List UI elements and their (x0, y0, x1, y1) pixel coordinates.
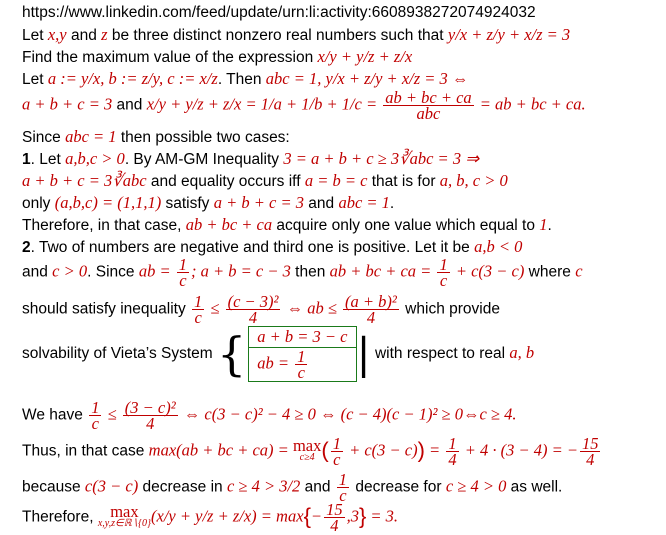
fraction: $\frac{1}{c}$ (439, 255, 448, 290)
fraction: $\frac{1}{c}$ (332, 434, 341, 469)
fraction: $\frac{1}{4}$ (448, 434, 457, 469)
fraction: $\frac{\text{(c − 3)²}}{4}$ (227, 292, 279, 327)
final-answer: Therefore, max x,y,z∈ℝ∖{0} (x/y + y/z + z/x) = max{− $\frac{15}{4}$ ,3} = 3. (22, 500, 399, 535)
source-url: https://www.linkedin.com/feed/update/urn:li:activity:6608938272074924032 (22, 4, 536, 21)
case-one-conclusion: Therefore, in that case, ab + bc + ca acquire only one value which equal to 1. (22, 215, 552, 234)
fraction: $\frac{15}{4}$ (581, 434, 599, 469)
vieta-system-box: a + b = 3 − c ab = $\frac{1}{c}$ (248, 326, 356, 382)
case-one-equality: a + b + c = 3∛abc and equality occurs iff a = b = c that is for a, b, c > 0 (22, 171, 508, 190)
case-two-heading: 2. Two of numbers are negative and third one is positive. Let it be a,b < 0 (22, 237, 523, 256)
problem-statement: Let x,y and z be three distinct nonzero real numbers such that y/x + z/y + x/z = 3 (22, 25, 571, 44)
fraction: $\frac{\text{(3 − c)²}}{4}$ (124, 398, 176, 433)
fraction: $\frac{1}{c}$ (338, 470, 348, 505)
vieta-system-line: solvability of Vieta’s System { a + b = 3 − c ab = $\frac{1}{c}$ | with respect to real a, b (22, 327, 535, 382)
fraction: $\frac{1}{c}$ (297, 347, 306, 382)
cases-intro: Since abc = 1 then possible two cases: (22, 127, 290, 146)
case-two-setup: and c > 0. Since ab = $\frac{1}{c}$ ; a + b = c − 3 then ab + bc + ca = $\frac{1}{c}$ + c(3 − c) where c (22, 255, 583, 290)
fraction: $\frac{\text{(a + b)²}}{4}$ (345, 292, 397, 327)
right-bracket-icon: | (356, 329, 371, 378)
derived-inequality: We have $\frac{1}{c}$ ≤ $\frac{\text{(3 − c)²}}{4}$ ⇔ c(3 − c)² − 4 ≥ 0 ⇔ (c − 4)(c − 1)² ≥ 0⇔c ≥ 4. (22, 398, 517, 433)
fraction: $\frac{1}{c}$ (194, 292, 203, 327)
fraction: $\frac{15}{4}$ (326, 500, 343, 535)
left-brace-icon: { (217, 327, 247, 381)
inequality-line: should satisfy inequality $\frac{1}{c}$ ≤ $\frac{\text{(c − 3)²}}{4}$ ⇔ ab ≤ $\frac{\text{(a + b)²}}{4}$ which provide (22, 292, 500, 327)
monotonicity-line: because c(3 − c) decrease in c ≥ 4 > 3/2 and $\frac{1}{c}$ decrease for c ≥ 4 > 0 as well. (22, 470, 563, 505)
fraction: $\frac{1}{c}$ (178, 255, 187, 290)
sum-reciprocal-line: a + b + c = 3 and x/y + y/z + z/x = 1/a + 1/b + 1/c = $\frac{ab + bc + ca}{\text{abc}}$ = ab + bc + ca. (22, 88, 586, 123)
problem-question: Find the maximum value of the expression x/y + y/z + z/x (22, 47, 413, 66)
case-one-heading: 1. Let a,b,c > 0. By AM-GM Inequality 3 = a + b + c ≥ 3∛abc = 3 ⇒ (22, 149, 480, 168)
fraction: $\frac{ab + bc + ca}{\text{abc}}$ (385, 88, 472, 123)
substitution-line: Let a := y/x, b := z/y, c := x/z. Then abc = 1, y/x + z/y + x/z = 3 ⇔ (22, 69, 469, 88)
fraction: $\frac{1}{c}$ (91, 398, 100, 433)
case-one-solution: only (a,b,c) = (1,1,1) satisfy a + b + c = 3 and abc = 1. (22, 193, 395, 212)
maximum-computation: Thus, in that case max(ab + bc + ca) = max c≥4 ( $\frac{1}{c}$ + c(3 − c)) = $\frac{1}{4}$ + 4 · (3 − 4) = − $\frac{15}{4}$ (22, 434, 599, 469)
